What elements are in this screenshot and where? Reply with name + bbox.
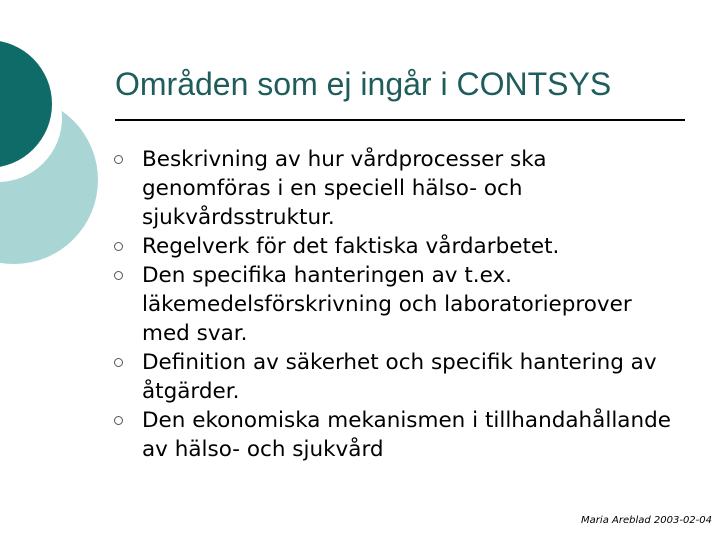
- bullet-item: [112, 406, 672, 464]
- bullet-text: Den ekonomiska mekanismen i tillhandahållande av hälso- och sjukvård: [142, 408, 671, 462]
- bullet-list: [112, 145, 672, 464]
- bullet-item: [112, 261, 672, 348]
- bullet-circle-icon: [114, 155, 123, 164]
- bullet-item: [112, 145, 672, 232]
- decorative-circles: [0, 0, 110, 300]
- footer-author-date: Maria Areblad 2003-02-04: [581, 515, 712, 526]
- bullet-text: Beskrivning av hur vårdprocesser ska genomföras i en speciell hälso- och sjukvårdsstruktur.: [142, 147, 547, 230]
- title-underline: [115, 119, 685, 121]
- bullet-item: [112, 232, 672, 261]
- bullet-circle-icon: [114, 242, 123, 251]
- slide-title: Områden som ej ingår i CONTSYS: [115, 66, 612, 102]
- bullet-circle-icon: [114, 271, 123, 280]
- bullet-circle-icon: [114, 416, 123, 425]
- bullet-circle-icon: [114, 358, 123, 367]
- bullet-item: [112, 348, 672, 406]
- bullet-text: Den specifika hanteringen av t.ex. läkemedelsförskrivning och laboratorieprover med svar.: [142, 263, 632, 346]
- bullet-text: Definition av säkerhet och specifik hantering av åtgärder.: [142, 350, 657, 404]
- bullet-text: Regelverk för det faktiska vårdarbetet.: [142, 234, 560, 259]
